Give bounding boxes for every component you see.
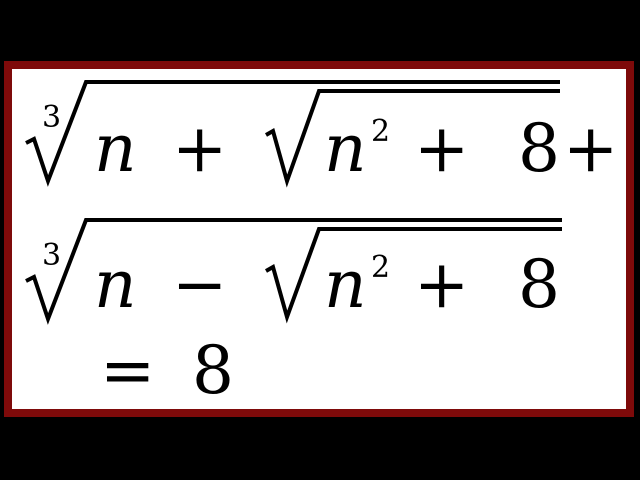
- exponent-2-line-2: 2: [371, 250, 391, 285]
- variable-n-2: n: [94, 246, 137, 323]
- variable-n-1: n: [94, 110, 137, 187]
- inner-variable-n-2: n: [324, 246, 367, 323]
- trailing-plus-operator: +: [563, 110, 619, 187]
- exponent-2-line-1: 2: [371, 114, 391, 149]
- result-value: 8: [192, 332, 234, 409]
- plus-operator-1: +: [172, 110, 228, 187]
- minus-operator-2: −: [172, 246, 228, 323]
- constant-8-line-1: 8: [518, 110, 560, 187]
- square-root-radical-1: [266, 91, 560, 181]
- equation-panel: [4, 61, 634, 417]
- cube-root-index-1: 3: [42, 100, 62, 135]
- cube-root-index-2: 3: [42, 238, 62, 273]
- inner-variable-n-1: n: [324, 110, 367, 187]
- equation-line-1: [26, 82, 618, 187]
- constant-8-line-2: 8: [518, 246, 560, 323]
- equation-svg: [12, 69, 626, 409]
- equation-line-2: [26, 220, 562, 323]
- equation-line-3: [100, 332, 234, 409]
- equals-sign: =: [100, 332, 156, 409]
- inner-plus-operator-2: +: [414, 246, 470, 323]
- inner-plus-operator-1: +: [414, 110, 470, 187]
